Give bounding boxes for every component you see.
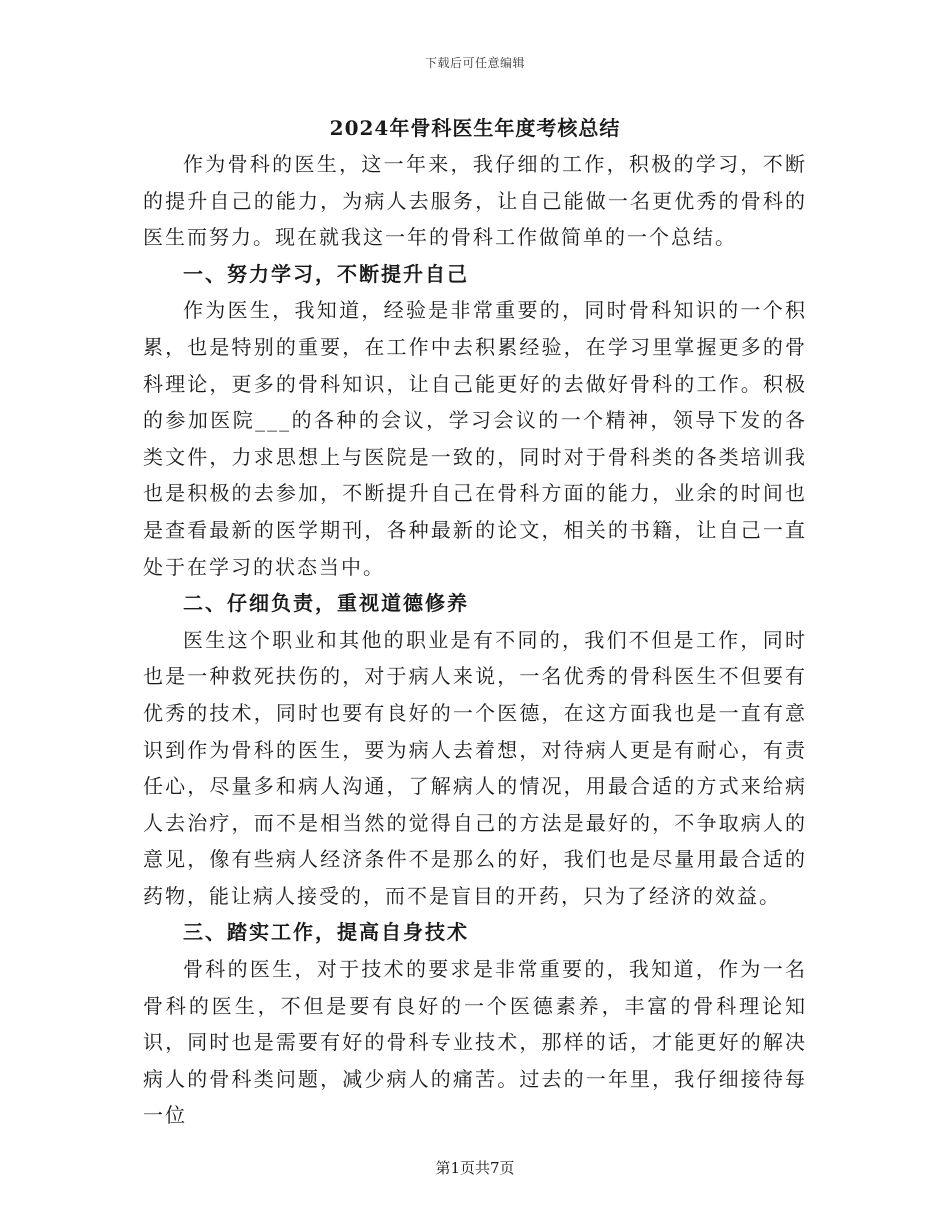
section-body-1: 作为医生，我知道，经验是非常重要的，同时骨科知识的一个积累，也是特别的重要，在工作中去积累经验，在学习里掌握更多的骨科理论，更多的骨科知识，让自己能更好的去做好骨科的工作。积极的参加医院___的各种的会议，学习会议的一个精神，领导下发的各类文件，力求思想上与医院是一致的，同时对于骨科类的各类培训我也是积极的去参加，不断提升自己在骨科方面的能力，业余的时间也是查看最新的医学期刊，各种最新的论文，相关的书籍，让自己一直处于在学习的状态当中。 [143,298,807,579]
section-heading-1: 一、努力学习，不断提升自己 [183,261,469,286]
section-body-2: 医生这个职业和其他的职业是有不同的，我们不但是工作，同时也是一种救死扶伤的，对于病人来说，一名优秀的骨科医生不但要有优秀的技术，同时也要有良好的一个医德，在这方面我也是一直有意识到作为骨科的医生，要为病人去着想，对待病人更是有耐心，有责任心，尽量多和病人沟通，了解病人的情况，用最合适的方式来给病人去治疗，而不是相当然的觉得自己的方法是最好的，不争取病人的意见，像有些病人经济条件不是那么的好，我们也是尽量用最合适的药物，能让病人接受的，而不是盲目的开药，只为了经济的效益。 [143,627,807,908]
page-number: 第1页共7页 [435,1159,515,1177]
document-body [143,112,807,1134]
section-heading-2: 二、仔细负责，重视道德修养 [183,591,469,616]
intro-paragraph: 作为骨科的医生，这一年来，我仔细的工作，积极的学习，不断的提升自己的能力，为病人去服务，让自己能做一名更优秀的骨科的医生而努力。现在就我这一年的骨科工作做简单的一个总结。 [143,152,807,250]
document-title: 2024年骨科医生年度考核总结 [329,116,621,140]
header-note: 下载后可任意编辑 [424,56,525,70]
section-heading-3: 三、踏实工作，提高自身技术 [183,920,469,945]
section-body-3: 骨科的医生，对于技术的要求是非常重要的，我知道，作为一名骨科的医生，不但是要有良好的一个医德素养，丰富的骨科理论知识，同时也是需要有好的骨科专业技术，那样的话，才能更好的解决病人的骨科类问题，减少病人的痛苦。过去的一年里，我仔细接待每一位 [143,957,807,1128]
